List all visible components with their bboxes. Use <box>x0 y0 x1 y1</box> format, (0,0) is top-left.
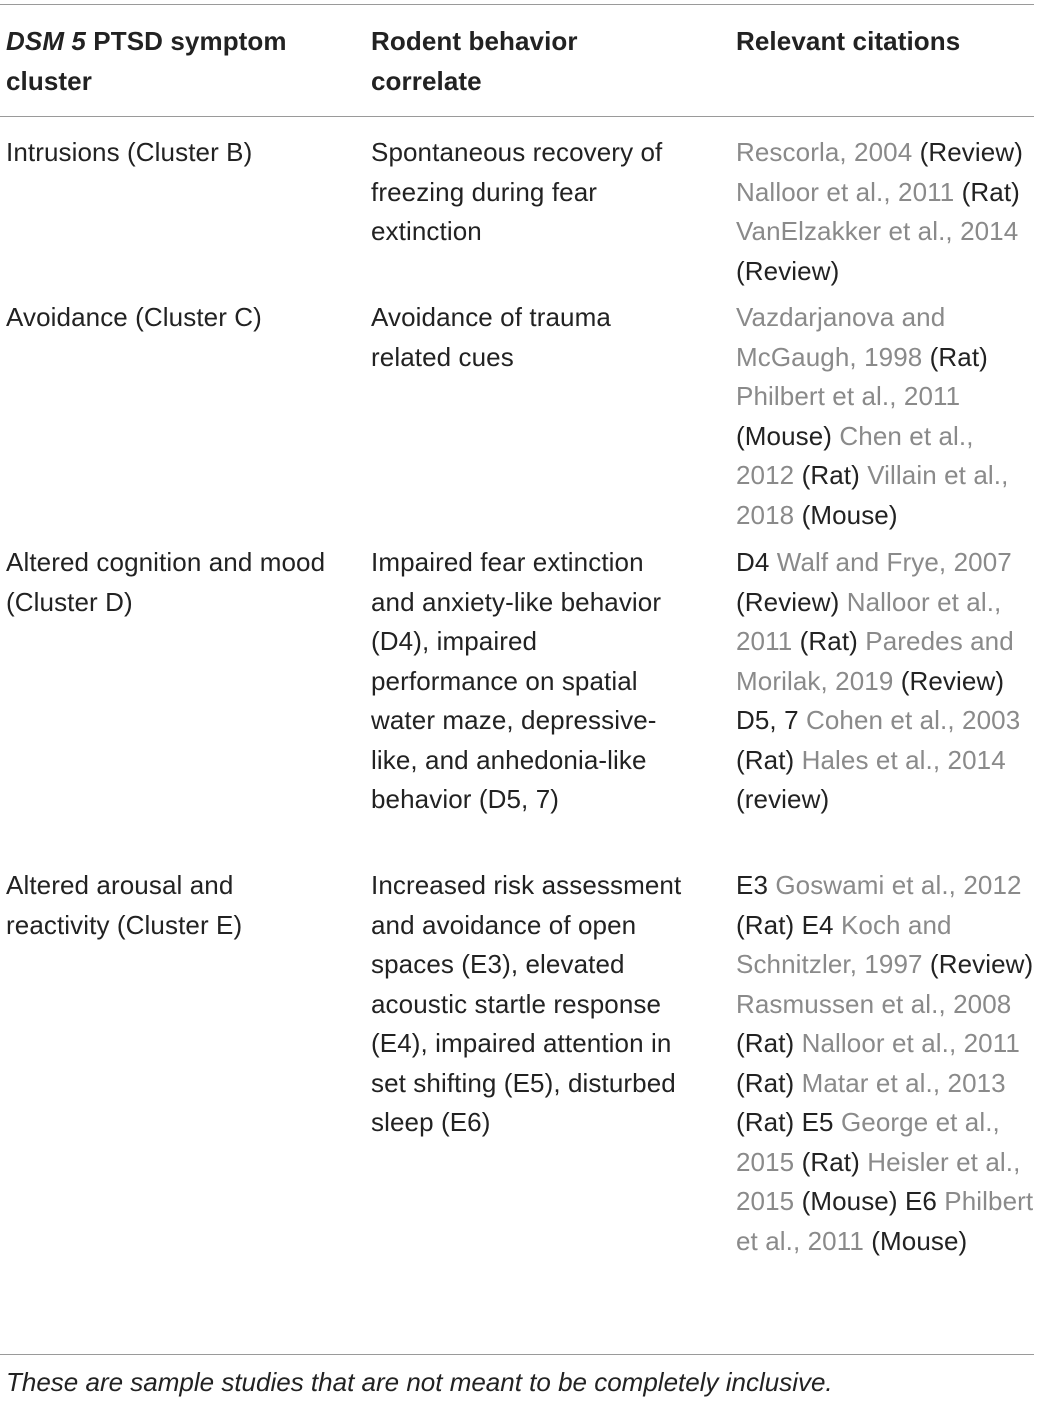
citation-note: (Rat) <box>922 341 988 372</box>
citation-author: Villain et al., 2018 <box>736 460 1009 530</box>
citation-note: (Rat) <box>792 626 866 656</box>
citation-author: VanElzakker et al., 2014 <box>736 216 1019 246</box>
citation-note: (Rat) <box>736 1028 802 1058</box>
row-2-behavior: Avoidance of trauma related cues <box>371 302 611 372</box>
header-citations: Relevant citations <box>736 26 961 56</box>
table-top-rule <box>0 4 1034 5</box>
header-bottom-rule <box>0 116 1034 117</box>
citation-note: (Rat) <box>794 460 868 490</box>
header-symptom-cluster-text: PTSD symptom cluster <box>6 26 287 96</box>
citation-note: E3 <box>736 870 776 900</box>
citation-author: Rescorla, 2004 <box>736 137 913 167</box>
citation-author: Philbert et al., 2011 <box>736 1186 1034 1256</box>
row-2-citations <box>736 298 1036 535</box>
citation-author: Nalloor et al., 2011 <box>736 176 955 207</box>
citation-author: Koch and Schnitzler, 1997 <box>736 909 952 979</box>
table-footnote: These are sample studies that are not meant to be completely inclusive. <box>6 1367 833 1397</box>
row-1-cluster: Intrusions (Cluster B) <box>6 137 253 167</box>
row-4-cluster: Altered arousal and reactivity (Cluster E) <box>6 870 243 940</box>
row-3-cluster: Altered cognition and mood (Cluster D) <box>6 547 326 617</box>
citation-note: (Mouse) E6 <box>794 1186 945 1216</box>
citation-note: (Rat) E4 <box>736 909 841 940</box>
citation-author: Paredes and Morilak, 2019 <box>736 626 1014 696</box>
header-rodent-behavior: Rodent behavior correlate <box>371 26 578 96</box>
citation-author: Hales et al., 2014 <box>801 744 1006 775</box>
row-3-behavior: Impaired fear extinction and anxiety-like behavior (D4), impaired performance on spatial water maze, depressive-like, and anhedonia-like behavior (D5, 7) <box>371 547 662 814</box>
row-1-citations <box>736 133 1036 291</box>
citation-author: Philbert et al., 2011 <box>736 381 961 411</box>
row-1-behavior: Spontaneous recovery of freezing during fear extinction <box>371 137 663 246</box>
citation-note: (Rat) E5 <box>736 1107 841 1137</box>
citation-author: Vazdarjanova and McGaugh, 1998 <box>736 302 946 372</box>
citation-note: (Review) D5, 7 <box>736 665 1005 735</box>
citation-author: Rasmussen et al., 2008 <box>736 988 1012 1019</box>
citation-note: (Review) <box>736 586 847 617</box>
citation-note: (Rat) <box>794 1146 868 1177</box>
citation-note: (Review) <box>736 255 840 286</box>
citation-author: Goswami et al., 2012 <box>775 870 1022 900</box>
citation-note: (Mouse) <box>736 420 840 451</box>
citation-note: (Rat) <box>736 1067 802 1098</box>
citation-author: Heisler et al., 2015 <box>736 1146 1021 1216</box>
citation-note: (Rat) <box>954 176 1020 207</box>
citation-note: (Rat) <box>736 744 802 775</box>
row-3-citations <box>736 543 1036 820</box>
header-dsm-italic: DSM 5 <box>6 26 86 56</box>
citation-note: D4 <box>736 547 777 577</box>
row-2-cluster: Avoidance (Cluster C) <box>6 302 262 332</box>
citation-author: Nalloor et al., 2011 <box>801 1028 1020 1058</box>
citation-note: (review) <box>736 784 830 814</box>
citation-note: (Review) <box>922 949 1034 979</box>
citation-author: Cohen et al., 2003 <box>805 705 1021 735</box>
citation-note: (Mouse) <box>794 499 898 530</box>
citation-author: Nalloor et al., 2011 <box>736 586 1002 656</box>
citation-author: Chen et al., 2012 <box>736 420 974 490</box>
citation-author: Matar et al., 2013 <box>801 1067 1006 1098</box>
citation-note: (Mouse) <box>863 1225 968 1256</box>
header-symptom-cluster <box>6 22 336 101</box>
citation-author: George et al., 2015 <box>736 1107 1000 1177</box>
citation-author: Walf and Frye, 2007 <box>776 547 1012 577</box>
citation-note: (Review) <box>912 137 1023 167</box>
table-bottom-rule <box>0 1354 1034 1355</box>
row-4-citations <box>736 866 1036 1261</box>
row-4-behavior: Increased risk assessment and avoidance of open spaces (E3), elevated acoustic startle response (E4), impaired attention in set shifting (E5), disturbed sleep (E6) <box>371 870 682 1137</box>
